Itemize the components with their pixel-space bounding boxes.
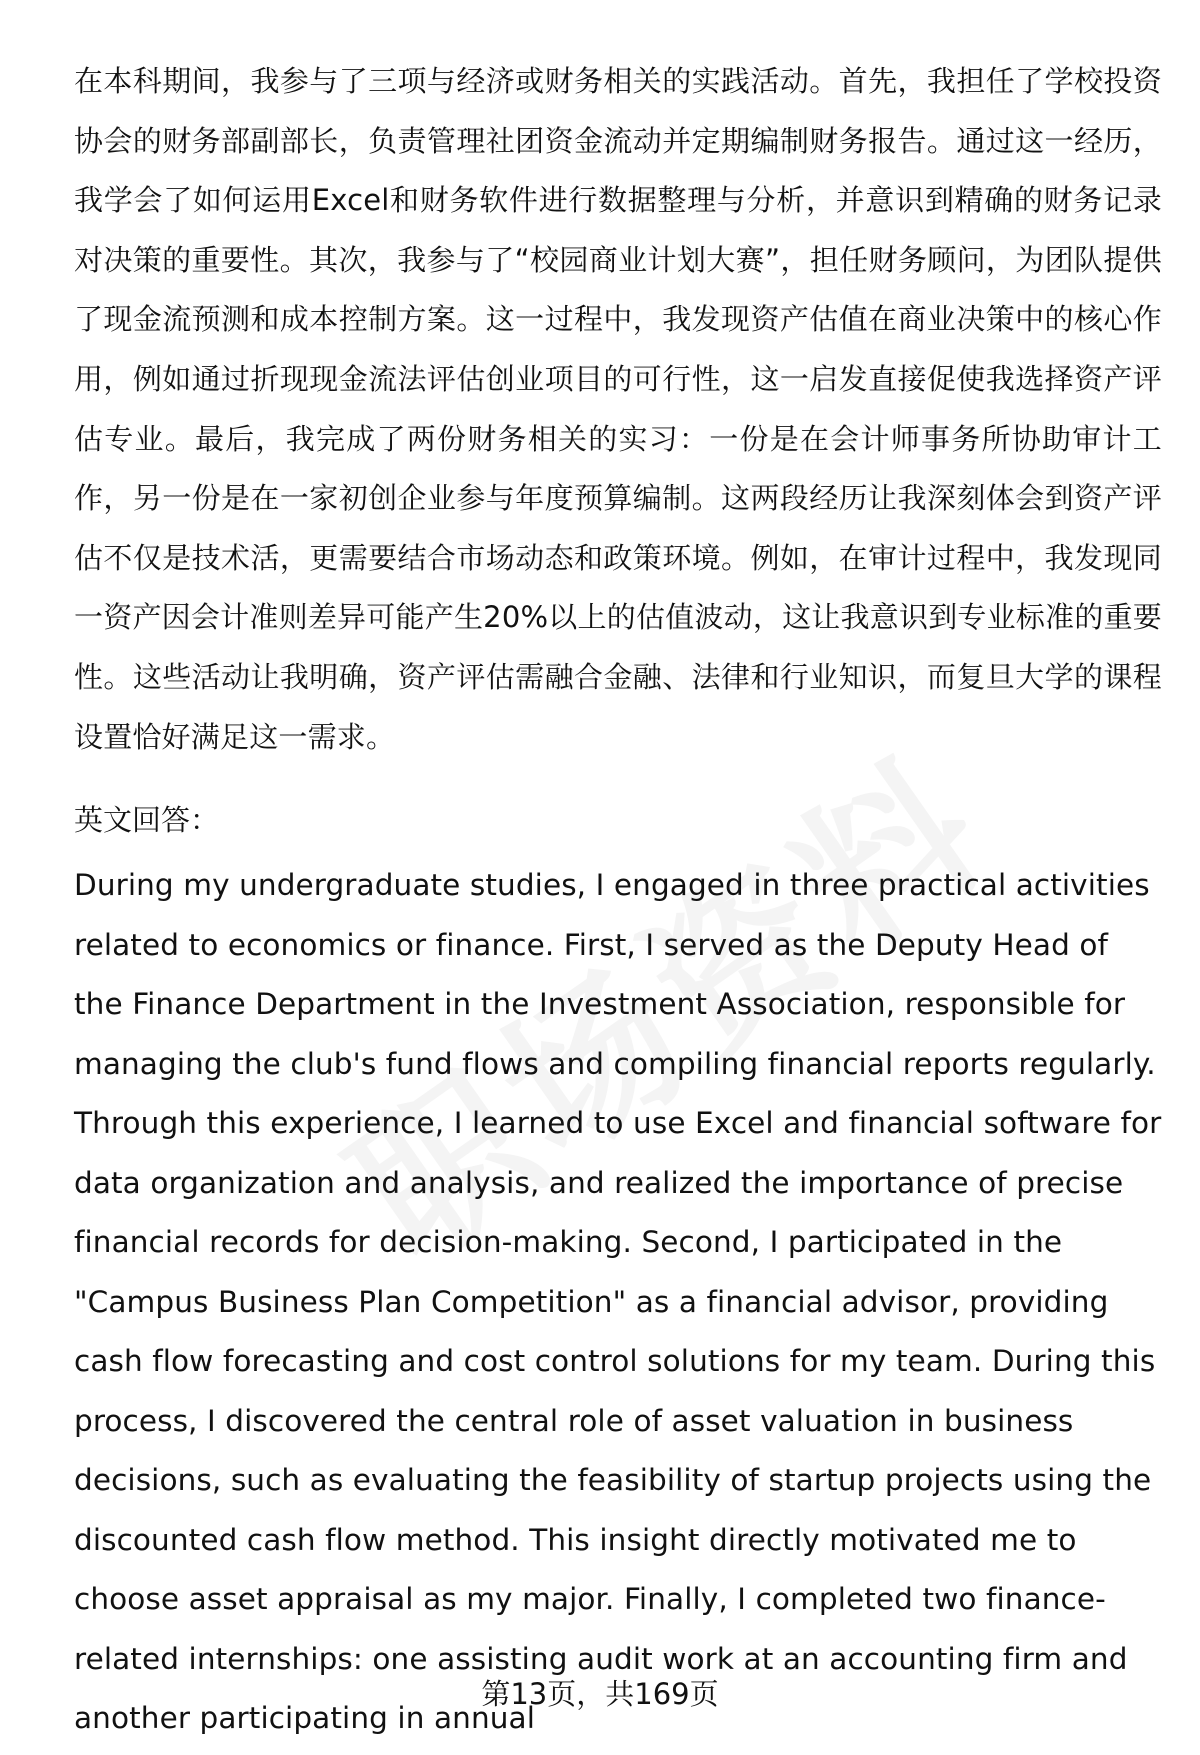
- english-answer-paragraph: During my undergraduate studies, I engaged in three practical activities related to economics or finance. First, I served as the Deputy Head of the Finance Department in the Investment Association, responsible for managing the club's fund flows and compiling financial reports regularly. Through this experience, I learned to use Excel and financial software for data organization and analysis, and realized the importance of precise financial records for decision-making. Second, I participated in the "Campus Business Plan Competition" as a financial advisor, providing cash flow forecasting and cost control solutions for my team. During this process, I discovered the central role of asset valuation in business decisions, such as evaluating the feasibility of startup projects using the discounted cash flow method. This insight directly motivated me to choose asset appraisal as my major. Finally, I completed two finance-related internships: one assisting audit work at an accounting firm and another participating in annual: [74, 868, 1162, 1735]
- page-number: 第13页，共169页: [481, 1677, 719, 1711]
- chinese-answer-paragraph: 在本科期间，我参与了三项与经济或财务相关的实践活动。首先，我担任了学校投资协会的财务部副部长，负责管理社团资金流动并定期编制财务报告。通过这一经历，我学会了如何运用Excel和财务软件进行数据整理与分析，并意识到精确的财务记录对决策的重要性。其次，我参与了“校园商业计划大赛”，担任财务顾问，为团队提供了现金流预测和成本控制方案。这一过程中，我发现资产估值在商业决策中的核心作用，例如通过折现现金流法评估创业项目的可行性，这一启发直接促使我选择资产评估专业。最后，我完成了两份财务相关的实习：一份是在会计师事务所协助审计工作，另一份是在一家初创企业参与年度预算编制。这两段经历让我深刻体会到资产评估不仅是技术活，更需要结合市场动态和政策环境。例如，在审计过程中，我发现同一资产因会计准则差异可能产生20%以上的估值波动，这让我意识到专业标准的重要性。这些活动让我明确，资产评估需融合金融、法律和行业知识，而复旦大学的课程设置恰好满足这一需求。: [74, 64, 1162, 754]
- english-answer-heading: 英文回答：: [74, 803, 220, 837]
